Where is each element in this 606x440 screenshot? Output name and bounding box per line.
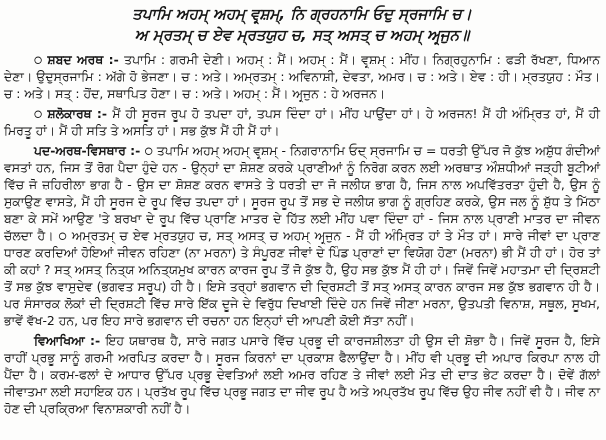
heading-separator: :- (125, 143, 145, 158)
bullet-marker: ੦ (34, 52, 48, 67)
section-heading-shabad-arth: ਸ਼ਬਦ ਅਰਥ (47, 52, 104, 67)
section-heading-viakhia: ਵਿਆਖਿਆ (34, 333, 85, 348)
section-body-text: ਇਹ ਯਥਾਰਥ ਹੈ, ਸਾਰੇ ਜਗਤ ਪਸਾਰੇ ਵਿੱਚ ਪ੍ਰਭੂ ਦੀ ਕਾਰਜਸ਼ੀਲਤਾ ਹੀ ਉਸ ਦੀ ਸ਼ੋਭਾ ਹੈ। ਜਿਵੇਂ ਸੂਰਜ ਹੈ, ਇਸੇ ਰਾਹੀਂ ਪ੍ਰਭੂ ਸਾਨੂੰ ਗਰਮੀ ਅਰਪਿਤ ਕਰਦਾ ਹੈ। ਸੂਰਜ ਕਿਰਨਾਂ ਦਾ ਪ੍ਰਕਾਸ਼ ਫੈਲਾਉਂਦਾ ਹੈ। ਮੀਂਹ ਵੀ ਪ੍ਰਭੂ ਦੀ ਅਪਾਰ ਕਿਰਪਾ ਨਾਲ ਹੀ ਪੈਂਦਾ ਹੈ। ਕਰਮ-ਫਲਾਂ ਦੇ ਆਧਾਰ ਉੱਪਰ ਪ੍ਰਭੂ ਦੇਵਤਿਆਂ ਲਈ ਅਮਰ ਰਹਿਣ ਤੇ ਜੀਵਾਂ ਲਈ ਮੌਤ ਦੀ ਦਾਤ ਭੇਟ ਕਰਦਾ ਹੈ। ਦੋਵੇਂ ਗੱਲਾਂ ਜੀਵਾਤਮਾ ਲਈ ਸਹਾਇਕ ਹਨ। ਪ੍ਰਤੱਖ ਰੂਪ ਵਿੱਚ ਪ੍ਰਭੂ ਜਗਤ ਦਾ ਜੀਵ ਰੂਪ ਹੈ ਅਤੇ ਅਪ੍ਰਤੱਖ ਰੂਪ ਵਿੱਚ ਉਹ ਜੀਵ ਨਹੀਂ ਵੀ ਹੈ। ਜੀਵ ਨਾ ਹੋਣ ਦੀ ਪ੍ਰਕ੍ਰਿਆ ਵਿਨਾਸ਼ਕਾਰੀ ਨਹੀਂ ਹੈ। (4, 333, 600, 416)
shloka-line-2: ਅ ਮ੍ਰਤਮ੍ ਚ ਏਵ ਮ੍ਰਤਯੁਹ ਚ, ਸਤ੍ ਅਸਤ੍ ਚ ਅਹਮ੍ ਅਰ੍ਜੁਨ॥ (134, 26, 470, 44)
section-pad-arth-visthar (4, 142, 600, 329)
section-heading-pad-arth-visthar: ਪਦ-ਅਰਥ-ਵਿਸਥਾਰ (34, 143, 126, 158)
section-heading-shlokarth: ਸ਼ਲੋਕਾਰਥ (47, 106, 92, 121)
section-viakhia (4, 332, 600, 417)
section-shlokarth (4, 105, 600, 139)
document-body (4, 51, 600, 417)
heading-separator: :- (84, 333, 106, 348)
section-shabad-arth (4, 51, 600, 102)
heading-separator: :- (91, 106, 113, 121)
shloka-line-1: ਤਪਾਮਿ ਅਹਮ੍ ਅਹਮ੍ ਵਰ੍ਸ਼ਮ੍, ਨਿ ਗ੍ਰਹਨਾਮਿ ਓਦੁ ਸ੍ਰਜਾਮਿ ਚ। (132, 5, 472, 23)
bullet-marker: ੦ (34, 106, 48, 121)
section-body-text: ਤਪਾਮਿ : ਗਰਮੀ ਦੇਣੀ। ਅਹਮ੍ : ਮੈਂ। ਅਹਮ੍ : ਮੈਂ। ਵਰ੍ਸ਼ਮ੍ : ਮੀਂਹ। ਨਿਗ੍ਰਹੁਨਾਮਿ : ਫੜੀ ਰੱਖਣਾ, ਧਿਆਨ ਦੇਣਾ। ਉਦੁਸ੍ਰਜਾਮਿ : ਅੱਗੇ ਹੋ ਭੇਜਣਾ। ਚ : ਅਤੇ। ਅਮ੍ਰਤਮ੍ : ਅਵਿਨਾਸ਼ੀ, ਦੇਵਤਾ, ਅਮਰ। ਚ : ਅਤੇ। ਏਵ : ਹੀ। ਮ੍ਰਤਯੁਹ : ਮੌਤ। ਚ : ਅਤੇ। ਸਤ੍ : ਹੋਂਦ, ਸਥਾਪਿਤ ਹੋਣਾ। ਚ : ਅਤੇ। ਅਹਮ੍ : ਮੈਂ। ਅਰ੍ਜੁਨ : ਹੇ ਅਰਜਨ। (4, 52, 600, 101)
section-body-text: ਮੈਂ ਹੀ ਸੂਰਜ ਰੂਪ ਹੋ ਤਪਦਾ ਹਾਂ, ਤਪਸ ਦਿੰਦਾ ਹਾਂ। ਮੀਂਹ ਪਾਉਂਦਾ ਹਾਂ। ਹੇ ਅਰਜਨ! ਮੈਂ ਹੀ ਅੰਮ੍ਰਿਤ ਹਾਂ, ਮੈਂ ਹੀ ਮਿਰਤੂ ਹਾਂ। ਮੈਂ ਹੀ ਸਤਿ ਤੇ ਅਸਤਿ ਹਾਂ। ਸਭ ਕੁੱਝ ਮੈਂ ਹੀ ਮੈਂ ਹਾਂ। (4, 106, 601, 138)
section-body-text: ੦ ਤਪਾਮਿ ਅਹਮ੍ ਅਹਮ੍ ਵਰ੍ਸ਼ਮ੍ - ਨਿਗਰਾਨਾਮਿ ਓਦ੍ ਸ੍ਰਜਾਮਿ ਚ = ਧਰਤੀ ਉੱਪਰ ਜੋ ਕੁੱਝ ਅਸ਼ੁੱਧ ਗੰਦੀਆਂ ਵਸਤਾਂ ਹਨ, ਜਿਸ ਤੋਂ ਰੋਗ ਪੈਦਾ ਹੁੰਦੇ ਹਨ - ਉਨ੍ਹਾਂ ਦਾ ਸ਼ੋਸ਼ਣ ਕਰਕੇ ਪ੍ਰਾਣੀਆਂ ਨੂੰ ਨਿਰੋਗ ਕਰਨ ਲਈ ਅਰਥਾਤ ਔਸ਼ਧੀਆਂ ਜੜ੍ਹੀ ਬੂਟੀਆਂ ਵਿੱਚ ਜੋ ਜ਼ਹਿਰੀਲਾ ਭਾਗ ਹੈ - ਉਸ ਦਾ ਸ਼ੋਸ਼ਣ ਕਰਨ ਵਾਸਤੇ ਤੇ ਧਰਤੀ ਦਾ ਜੋ ਜਲੀਯ ਭਾਗ ਹੈ, ਜਿਸ ਨਾਲ ਅਪਵਿੱਤਰਤਾ ਹੁੰਦੀ ਹੈ, ਉਸ ਨੂੰ ਸੁਕਾਉਣ ਵਾਸਤੇ, ਮੈਂ ਹੀ ਸੂਰਜ ਦੇ ਰੂਪ ਵਿੱਚ ਤਪਦਾ ਹਾਂ। ਸੂਰਜ ਰੂਪ ਤੋਂ ਸਭ ਦੇ ਜਲੀਯ ਭਾਗ ਨੂੰ ਗ੍ਰਹਿਣ ਕਰਕੇ, ਉਸ ਜਲ ਨੂੰ ਸ਼ੁੱਧ ਤੇ ਮਿੱਠਾ ਬਣਾ ਕੇ ਸਮੇਂ ਆਉਣ 'ਤੇ ਬਰਖਾ ਦੇ ਰੂਪ ਵਿੱਚ ਪ੍ਰਾਣਿ ਮਾਤਰ ਦੇ ਹਿੱਤ ਲਈ ਮੀਂਹ ਪਵਾ ਦਿੰਦਾ ਹਾਂ - ਜਿਸ ਨਾਲ ਪ੍ਰਾਣੀ ਮਾਤਰ ਦਾ ਜੀਵਨ ਚੱਲਦਾ ਹੈ। ੦ ਅਮ੍ਰਤਮ੍ ਚ ਏਵ ਮ੍ਰਤਯੁਹ ਚ, ਸਤ੍ ਅਸਤ੍ ਚ ਅਹਮ੍ ਅਰ੍ਜੁਨ - ਮੈਂ ਹੀ ਅੰਮ੍ਰਿਤ ਹਾਂ ਤੇ ਮੌਤ ਹਾਂ। ਸਾਰੇ ਜੀਵਾਂ ਦਾ ਪ੍ਰਾਣ ਧਾਰਣ ਕਰਦਿਆਂ ਹੋਇਆਂ ਜੀਵਨ ਰਹਿਣਾ (ਨਾ ਮਰਨਾ) ਤੇ ਸੰਪੂਰਣ ਜੀਵਾਂ ਦੇ ਪਿੰਡ ਪ੍ਰਾਣਾਂ ਦਾ ਵਿਯੋਗ ਹੋਣਾ (ਮਰਨਾ) ਭੀ ਮੈਂ ਹੀ ਹਾਂ। ਹੋਰ ਤਾਂ ਕੀ ਕਹਾਂ ? ਸਤ੍ ਅਸਤ੍ ਨਿਤ੍ਯ ਅਨਿਤ੍ਯਮੁਖ ਕਾਰਨ ਕਾਰਜ ਰੂਪ ਤੋਂ ਜੋ ਕੁੱਝ ਹੈ, ਉਹ ਸਭ ਕੁੱਝ ਮੈਂ ਹੀ ਹਾਂ। ਜਿਵੇਂ ਜਿਵੇਂ ਮਹਾਤਮਾ ਦੀ ਦ੍ਰਿਸ਼ਟੀ ਤੋਂ ਸਭ ਕੁੱਝ ਵਾਸੁਦੇਵ (ਭਗਵਤ ਸਰੂਪ) ਹੀ ਹੈ। ਇਸੇ ਤਰ੍ਹਾਂ ਭਗਵਾਨ ਦੀ ਦ੍ਰਿਸ਼ਟੀ ਤੋਂ ਸਤ੍ ਅਸਤ੍ ਕਾਰਨ ਕਾਰਜ ਸਭ ਕੁੱਝ ਭਗਵਾਨ ਹੀ ਹੈ। ਪਰ ਸੰਸਾਰਕ ਲੋਕਾਂ ਦੀ ਦ੍ਰਿਸ਼ਟੀ ਵਿੱਚ ਸਾਰੇ ਇੱਕ ਦੂਜੇ ਦੇ ਵਿਰੁੱਧ ਦਿਖਾਈ ਦਿੰਦੇ ਹਨ ਜਿਵੇਂ ਜੀਣਾ ਮਰਨਾ, ਉਤਪਤੀ ਵਿਨਾਸ਼, ਸਥੂਲ, ਸੂਖਮ, ਭਾਵੇਂ ਵੱਖ-2 ਹਨ, ਪਰ ਇਹ ਸਾਰੇ ਭਗਵਾਨ ਦੀ ਰਚਨਾ ਹਨ ਇਨ੍ਹਾਂ ਦੀ ਆਪਣੀ ਕੋਈ ਸੱਤਾ ਨਹੀਂ। (4, 143, 600, 328)
heading-separator: :- (103, 52, 125, 67)
shloka-verse (4, 4, 600, 46)
